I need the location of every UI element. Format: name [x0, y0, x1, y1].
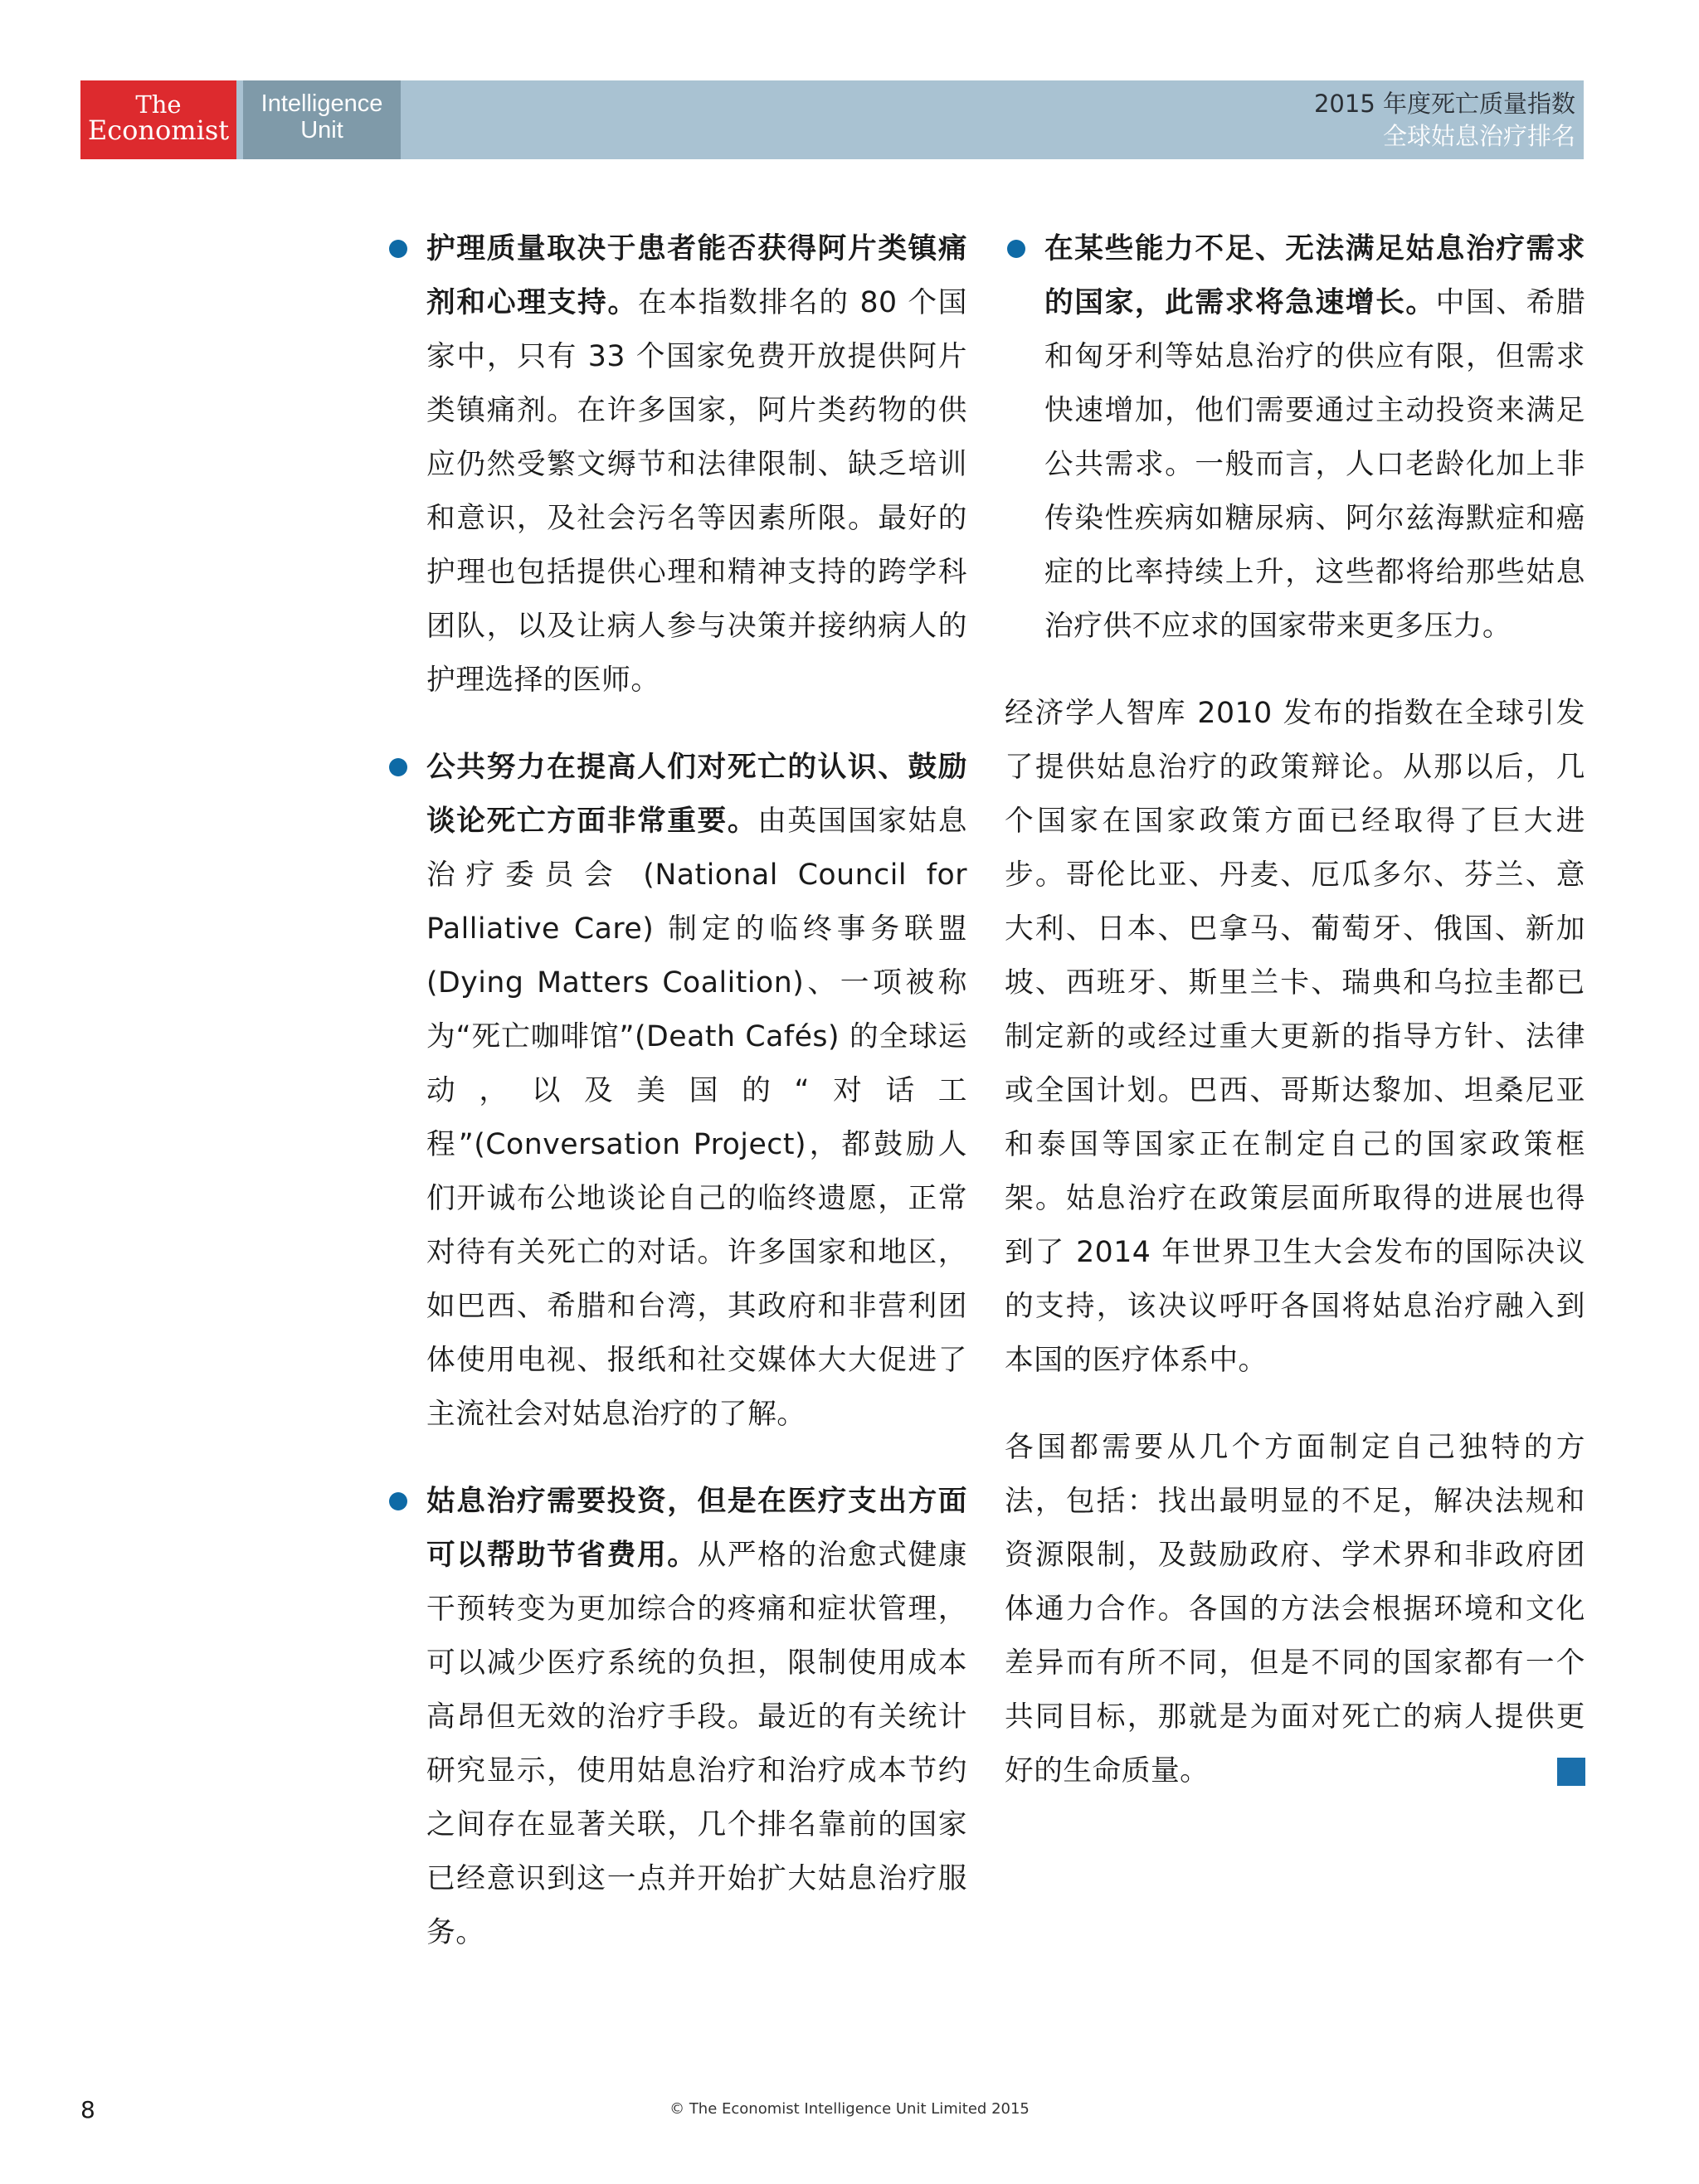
bullet-dot-icon	[389, 1492, 407, 1510]
report-subtitle: 全球姑息治疗排名	[1382, 122, 1575, 150]
right-column	[1005, 222, 1585, 1798]
bullet-item-opioid-access	[387, 222, 967, 708]
bullet-heading: 公共努力在提高人们对死亡的认识、鼓励谈论死亡方面非常重要。	[426, 751, 967, 838]
bullet-heading: 护理质量取决于患者能否获得阿片类镇痛剂和心理支持。	[426, 232, 967, 319]
report-title: 2015 年度死亡质量指数	[1313, 90, 1575, 118]
bullet-body: 从严格的治愈式健康干预转变为更加综合的疼痛和症状管理，可以减少医疗系统的负担，限制使用成本高昂但无效的治疗手段。最近的有关统计研究显示，使用姑息治疗和治疗成本节约之间存在显著关联，几个排名靠前的国家已经意识到这一点并开始扩大姑息治疗服务。	[426, 1539, 967, 1949]
copyright-notice: © The Economist Intelligence Unit Limited 2015	[669, 2100, 1030, 2118]
eiu-logo-line2: Unit	[300, 117, 343, 143]
bullet-heading: 在某些能力不足、无法满足姑息治疗需求的国家，此需求将急速增长。	[1044, 232, 1585, 319]
bullet-body: 由英国国家姑息治疗委员会 (National Council for Palliative Care) 制定的临终事务联盟 (Dying Matters Coalition)、一项被称为“死亡咖啡馆”(Death Cafés) 的全球运动，以及美国的“对话工程”(Conversation Project)，都鼓励人们开诚布公地谈论自己的临终遗愿，正常对待有关死亡的对话。许多国家和地区，如巴西、希腊和台湾，其政府和非营利团体使用电视、报纸和社交媒体大大促进了主流社会对姑息治疗的了解。	[426, 805, 967, 1431]
bullet-dot-icon	[389, 758, 407, 776]
bullet-dot-icon	[389, 240, 407, 258]
paragraph-approaches	[1005, 1421, 1585, 1798]
end-of-article-icon	[1557, 1758, 1585, 1786]
bullet-item-demand-growth	[1005, 222, 1585, 654]
economist-logo	[80, 80, 236, 159]
bullet-item-public-awareness	[387, 741, 967, 1442]
left-column	[387, 222, 967, 1960]
bullet-body: 在本指数排名的 80 个国家中，只有 33 个国家免费开放提供阿片类镇痛剂。在许多国家，阿片类药物的供应仍然受繁文缛节和法律限制、缺乏培训和意识，及社会污名等因素所限。最好的护理也包括提供心理和精神支持的跨学科团队，以及让病人参与决策并接纳病人的护理选择的医师。	[426, 286, 967, 697]
paragraph-approaches-text: 各国都需要从几个方面制定自己独特的方法，包括：找出最明显的不足，解决法规和资源限制，及鼓励政府、学术界和非政府团体通力合作。各国的方法会根据环境和文化差异而有所不同，但是不同的国家都有一个共同目标，那就是为面对死亡的病人提供更好的生命质量。	[1005, 1431, 1585, 1788]
page-header	[80, 80, 1584, 159]
bullet-item-investment	[387, 1475, 967, 1960]
bullet-dot-icon	[1007, 240, 1025, 258]
eiu-logo-line1: Intelligence	[260, 90, 383, 117]
bullet-body: 中国、希腊和匈牙利等姑息治疗的供应有限，但需求快速增加，他们需要通过主动投资来满足公共需求。一般而言，人口老龄化加上非传染性疾病如糖尿病、阿尔兹海默症和癌症的比率持续上升，这些都将给那些姑息治疗供不应求的国家带来更多压力。	[1044, 286, 1585, 643]
paragraph-policy-progress: 经济学人智库 2010 发布的指数在全球引发了提供姑息治疗的政策辩论。从那以后，几个国家在国家政策方面已经取得了巨大进步。哥伦比亚、丹麦、厄瓜多尔、芬兰、意大利、日本、巴拿马、葡萄牙、俄国、新加坡、西班牙、斯里兰卡、瑞典和乌拉圭都已制定新的或经过重大更新的指导方针、法律或全国计划。巴西、哥斯达黎加、坦桑尼亚和泰国等国家正在制定自己的国家政策框架。姑息治疗在政策层面所取得的进展也得到了 2014 年世界卫生大会发布的国际决议的支持，该决议呼吁各国将姑息治疗融入到本国的医疗体系中。	[1005, 697, 1585, 1377]
eiu-logo	[243, 80, 401, 159]
economist-logo-line2: Economist	[87, 114, 230, 146]
page-number: 8	[80, 2096, 95, 2123]
bullet-heading: 姑息治疗需要投资，但是在医疗支出方面可以帮助节省费用。	[426, 1485, 967, 1572]
economist-logo-line1: The	[135, 90, 182, 119]
